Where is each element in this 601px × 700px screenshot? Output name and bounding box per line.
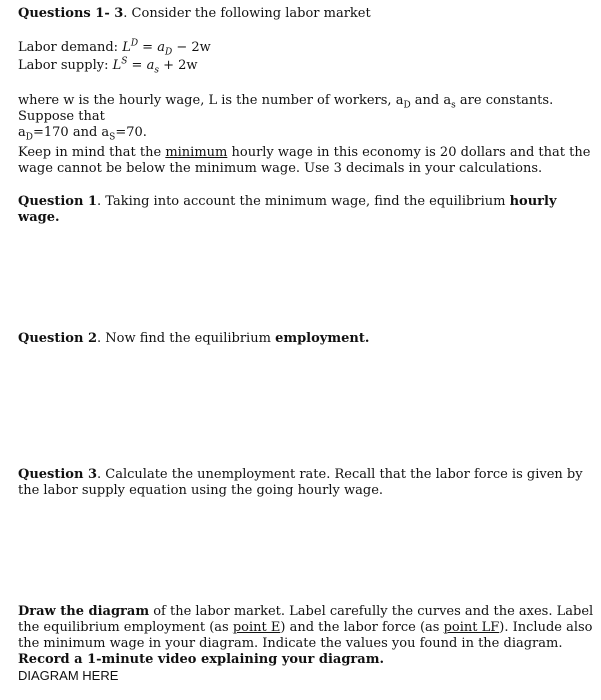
- point-lf-label: point LF: [443, 620, 500, 635]
- questions-header-text: . Consider the following labor market: [123, 6, 371, 21]
- desc-a: a: [18, 125, 26, 140]
- question-2-emph: employment.: [275, 331, 370, 346]
- supply-lhs-sup: S: [121, 56, 128, 67]
- diagram-placeholder: DIAGRAM HERE: [18, 668, 119, 683]
- diagram-task: [18, 604, 595, 685]
- questions-header-bold: Questions 1- 3: [18, 6, 124, 21]
- desc-mid: and a: [410, 93, 452, 108]
- demand-lhs-sup: D: [130, 38, 139, 49]
- supply-a-sub: s: [154, 65, 159, 76]
- diagram-task-bold-start: Draw the diagram: [18, 604, 150, 619]
- desc-values-mid: =170 and a: [32, 125, 110, 140]
- supply-a: a: [146, 58, 155, 73]
- note-underlined: minimum: [165, 145, 228, 160]
- diagram-task-bold-end: Record a 1-minute video explaining your diagram.: [18, 652, 384, 667]
- desc-part-1: where w is the hourly wage, L is the number of workers, a: [18, 93, 404, 108]
- desc-a-sub-s: S: [109, 132, 116, 143]
- labor-demand-label: Labor demand:: [18, 40, 123, 55]
- question-3-label: Question 3: [18, 467, 98, 482]
- question-1: [18, 194, 595, 226]
- demand-lhs: L: [122, 40, 131, 55]
- labor-demand-equation: [18, 40, 595, 56]
- questions-header: [18, 6, 595, 22]
- question-2: [18, 331, 595, 347]
- question-1-text: . Taking into account the minimum wage, find the equilibrium: [97, 194, 510, 209]
- desc-sub-s: s: [451, 100, 456, 111]
- variable-description: [18, 93, 595, 141]
- note-post: hourly wage in this economy is 20 dollars and that the wage cannot be below the minimum wage. Use 3 decimals in your calculations.: [18, 145, 591, 176]
- desc-values-end: =70.: [115, 125, 147, 140]
- diagram-task-text-2: ) and the labor force (as: [280, 620, 444, 635]
- desc-sub-d: D: [403, 100, 411, 111]
- minimum-wage-note: [18, 145, 595, 177]
- supply-lhs: L: [112, 58, 122, 73]
- question-1-label: Question 1: [18, 194, 98, 209]
- desc-end: are constants. Suppose that: [18, 93, 554, 124]
- question-2-text: . Now find the equilibrium: [97, 331, 276, 346]
- supply-rhs-tail: + 2w: [158, 58, 198, 73]
- demand-a: a: [157, 40, 165, 55]
- desc-a-sub-d: D: [25, 132, 33, 143]
- question-2-label: Question 2: [18, 331, 98, 346]
- demand-eq: =: [138, 40, 158, 55]
- question-3: [18, 467, 595, 499]
- supply-eq: =: [127, 58, 147, 73]
- demand-a-sub: D: [164, 47, 173, 58]
- question-1-emph: hourly wage.: [18, 194, 557, 225]
- diagram-task-text-3: ). Include also the minimum wage in your diagram. Indicate the values you found in the diagram.: [18, 620, 593, 651]
- demand-rhs-tail: − 2w: [172, 40, 211, 55]
- diagram-task-text-1: of the labor market. Label carefully the curves and the axes. Label the equilibrium employment (as: [18, 604, 594, 635]
- point-e-label: point E: [232, 620, 281, 635]
- question-3-text: . Calculate the unemployment rate. Recall that the labor force is given by the labor supply equation using the going hourly wage.: [18, 467, 583, 498]
- labor-supply-equation: [18, 58, 595, 74]
- note-pre: Keep in mind that the: [18, 145, 166, 160]
- labor-supply-label: Labor supply:: [18, 58, 113, 73]
